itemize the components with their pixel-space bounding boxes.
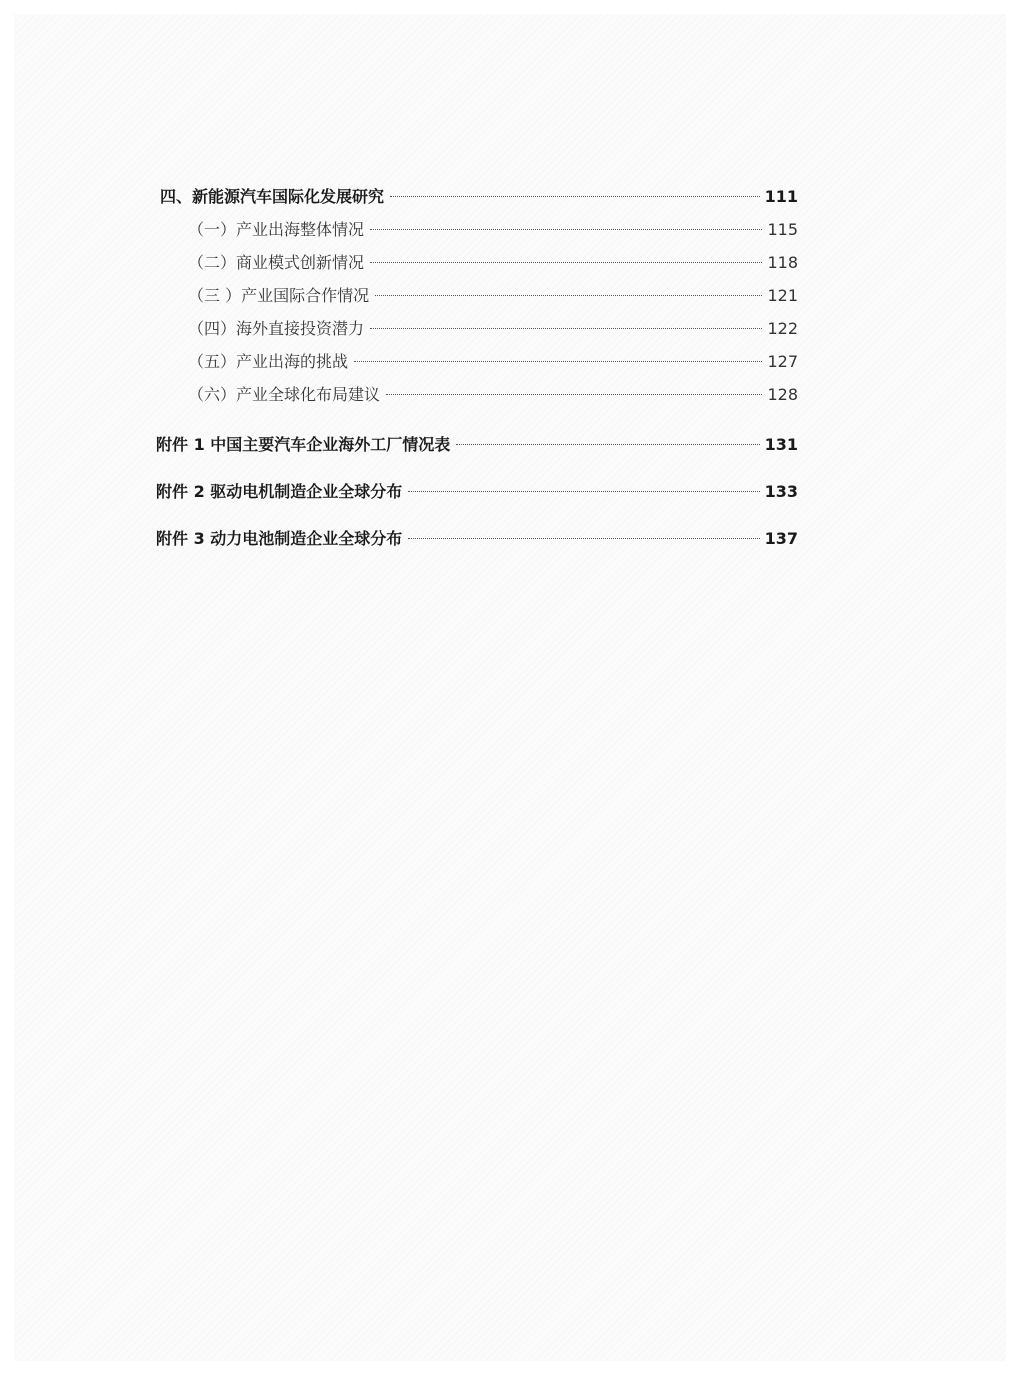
toc-section-entry[interactable] [156, 283, 798, 316]
dot-leader [354, 361, 762, 362]
toc-entry-page: 122 [767, 319, 798, 338]
toc-entry-page: 137 [764, 529, 798, 548]
table-of-contents [156, 184, 798, 573]
section-spacer [156, 415, 798, 432]
toc-entry-page: 118 [767, 253, 798, 272]
toc-entry-title: 四、新能源汽车国际化发展研究 [160, 187, 385, 206]
dot-leader [408, 538, 759, 539]
dot-leader [390, 196, 760, 197]
toc-entry-page: 127 [767, 352, 798, 371]
toc-entry-title: （二）商业模式创新情况 [188, 253, 365, 272]
dot-leader [408, 491, 759, 492]
toc-entry-title: （三 ）产业国际合作情况 [188, 286, 370, 305]
toc-entry-page: 111 [764, 187, 798, 206]
dot-leader [456, 444, 759, 445]
toc-section-entry[interactable] [156, 217, 798, 250]
toc-section-entry[interactable] [156, 316, 798, 349]
dot-leader [370, 229, 762, 230]
toc-chapter-entry[interactable] [156, 184, 798, 217]
toc-entry-title: （六）产业全球化布局建议 [188, 385, 381, 404]
toc-entry-page: 115 [767, 220, 798, 239]
toc-entry-title: 附件 3 动力电池制造企业全球分布 [156, 529, 403, 548]
toc-entry-title: 附件 2 驱动电机制造企业全球分布 [156, 482, 403, 501]
toc-section-entry[interactable] [156, 250, 798, 283]
toc-appendix-entry[interactable] [156, 432, 798, 479]
toc-entry-title: （四）海外直接投资潜力 [188, 319, 365, 338]
toc-entry-title: （一）产业出海整体情况 [188, 220, 365, 239]
toc-entry-page: 128 [767, 385, 798, 404]
toc-entry-page: 131 [764, 435, 798, 454]
toc-entry-page: 121 [767, 286, 798, 305]
toc-entry-title: 附件 1 中国主要汽车企业海外工厂情况表 [156, 435, 451, 454]
toc-section-entry[interactable] [156, 349, 798, 382]
dot-leader [375, 295, 762, 296]
toc-section-entry[interactable] [156, 382, 798, 415]
dot-leader [370, 262, 762, 263]
toc-appendix-entry[interactable] [156, 526, 798, 573]
dot-leader [370, 328, 762, 329]
toc-entry-title: （五）产业出海的挑战 [188, 352, 349, 371]
dot-leader [386, 394, 762, 395]
toc-entry-page: 133 [764, 482, 798, 501]
toc-appendix-entry[interactable] [156, 479, 798, 526]
